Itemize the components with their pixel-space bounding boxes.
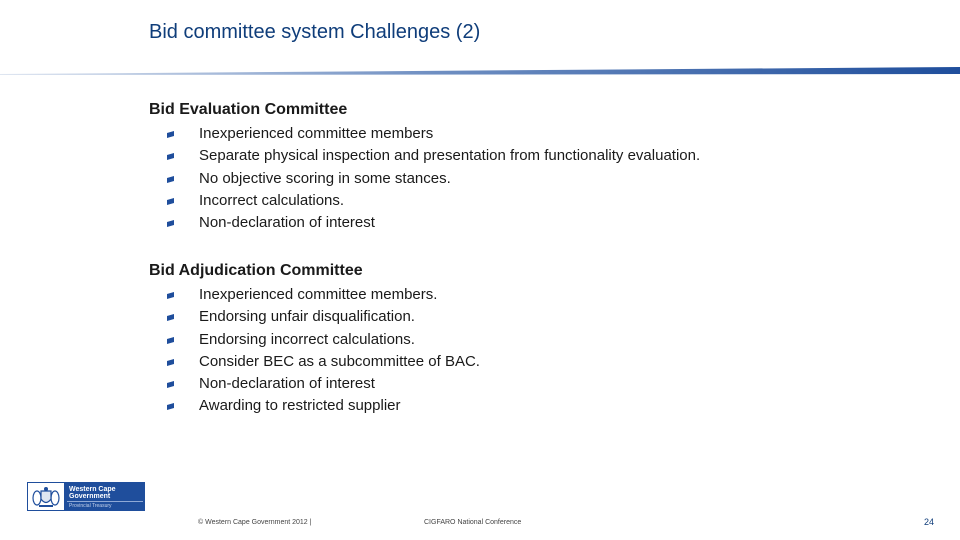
bullet-icon: [167, 403, 174, 410]
list-item-text: Endorsing unfair disqualification.: [199, 308, 415, 326]
logo-name-line2: Government: [69, 493, 111, 500]
list-item-text: Inexperienced committee members.: [199, 286, 438, 303]
bullet-icon: [167, 153, 174, 160]
list-item-text: Separate physical inspection and presentation from functionality evaluation.: [199, 147, 701, 165]
logo-panel: [64, 483, 144, 510]
western-cape-government-logo: [27, 482, 145, 511]
bullet-icon: [167, 359, 174, 366]
section-heading-bec: Bid Evaluation Committee: [149, 101, 348, 118]
coat-of-arms-icon: [28, 483, 64, 510]
slide-title: Bid committee system Challenges (2): [149, 21, 481, 43]
logo-subtitle: Provincial Treasury: [67, 501, 143, 509]
footer-conference: CIGFARO National Conference: [424, 519, 522, 526]
list-item-text: Inexperienced committee members: [199, 125, 434, 142]
bullet-icon: [167, 176, 174, 183]
logo-name-line1: Western Cape: [69, 486, 116, 493]
bullet-icon: [167, 131, 174, 138]
section-heading-bac: Bid Adjudication Committee: [149, 262, 363, 279]
bullet-icon: [167, 337, 174, 344]
list-item-text: Non-declaration of interest: [199, 214, 375, 232]
list-item-text: Endorsing incorrect calculations.: [199, 330, 415, 348]
list-item-text: Consider BEC as a subcommittee of BAC.: [199, 352, 480, 370]
page-number: 24: [924, 517, 935, 527]
list-item-text: Non-declaration of interest: [199, 375, 375, 393]
list-item-text: Awarding to restricted supplier: [199, 397, 401, 415]
footer-copyright: © Western Cape Government 2012 |: [198, 519, 312, 526]
bullet-icon: [167, 220, 174, 227]
list-item-text: No objective scoring in some stances.: [199, 169, 451, 187]
bullet-icon: [167, 198, 174, 205]
bullet-icon: [167, 292, 174, 299]
list-item-text: Incorrect calculations.: [199, 191, 345, 209]
title-rule: [0, 66, 960, 76]
bullet-icon: [167, 314, 174, 321]
bullet-icon: [167, 381, 174, 388]
